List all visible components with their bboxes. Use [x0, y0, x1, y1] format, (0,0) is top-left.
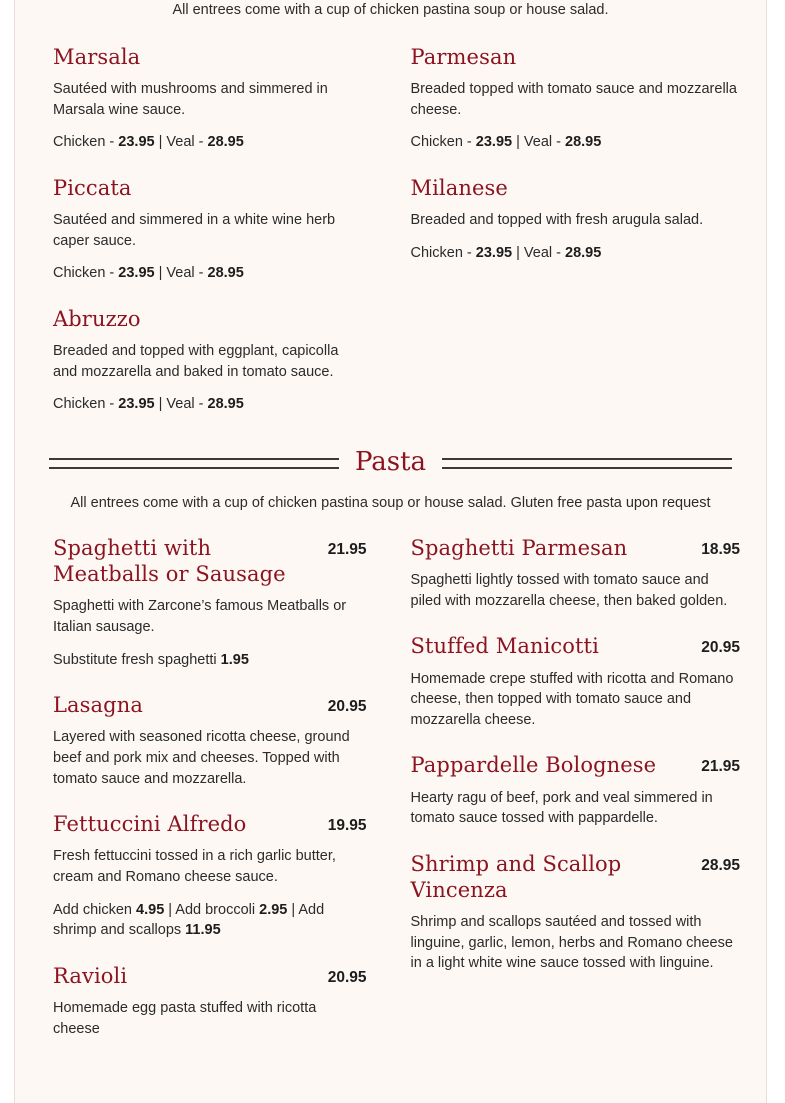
menu-item-header: [411, 633, 741, 659]
option-price-3: 11.95: [185, 922, 221, 939]
pasta-right-column: [391, 535, 749, 1061]
menu-item-price: 21.95: [701, 758, 740, 776]
menu-item-price: 20.95: [327, 698, 367, 716]
entree-note: All entrees come with a cup of chicken pastina soup or house salad.: [172, 2, 609, 18]
menu-item: [53, 692, 367, 789]
option-price: 23.95: [475, 134, 513, 151]
option-label: Chicken -: [53, 265, 119, 282]
menu-item-description: Sautéed and simmered in a white wine herb caper sauce.: [53, 212, 336, 249]
option-price-2: 28.95: [207, 134, 244, 151]
menu-item: [53, 535, 367, 670]
menu-item-description: Breaded topped with tomato sauce and mozzarella cheese.: [410, 81, 737, 118]
menu-item: [411, 44, 741, 153]
menu-item-description: Homemade egg pasta stuffed with ricotta cheese: [53, 999, 317, 1037]
option-label: Substitute fresh spaghetti: [53, 651, 221, 668]
menu-item-options: [53, 900, 367, 941]
menu-item-price: 19.95: [327, 817, 367, 835]
option-price: 4.95: [136, 901, 165, 918]
menu-item-name: Marsala: [53, 45, 141, 69]
menu-item-description: Shrimp and scallops sautéed and tossed with linguine, garlic, lemon, herbs and Romano cheese in a light white wine sauce tossed with linguine.: [410, 914, 733, 972]
menu-item-header: [411, 535, 741, 561]
option-price-2: 28.95: [565, 134, 602, 151]
option-label-3: | Add shrimp and scallops: [53, 901, 325, 939]
menu-item-description: Fresh fettuccini tossed in a rich garlic butter, cream and Romano cheese sauce.: [53, 848, 336, 885]
option-price: 23.95: [118, 134, 155, 151]
menu-item-header: [53, 811, 367, 837]
menu-item-price: 28.95: [701, 856, 740, 874]
menu-item-header: [53, 963, 367, 989]
menu-item-header: [53, 175, 367, 201]
option-label-2: | Add broccoli: [164, 901, 260, 918]
menu-item-header: [411, 851, 741, 904]
option-label-2: | Veal -: [512, 244, 566, 261]
menu-item-header: [411, 752, 741, 778]
option-price: 23.95: [118, 265, 155, 282]
menu-item: [53, 44, 367, 153]
option-label: Chicken -: [410, 134, 476, 151]
menu-item-description: Hearty ragu of beef, pork and veal simmered in tomato sauce tossed with pappardelle.: [410, 789, 713, 827]
menu-item-price: 20.95: [701, 639, 740, 657]
menu-item-price: 21.95: [327, 540, 367, 558]
menu-item: [411, 535, 741, 611]
menu-item-name: Parmesan: [410, 45, 517, 69]
divider-rule-right: [442, 458, 732, 469]
menu-item-name: Pappardelle Bolognese: [410, 753, 657, 778]
menu-item: [53, 175, 367, 284]
option-price-2: 2.95: [259, 901, 288, 918]
menu-item-name: Lasagna: [53, 693, 143, 718]
menu-item-name: Stuffed Manicotti: [410, 634, 599, 659]
section-title: Pasta: [354, 446, 427, 477]
divider-rule-left: [49, 458, 339, 469]
menu-item-header: [53, 535, 367, 588]
option-label-2: | Veal -: [154, 134, 208, 151]
menu-item-options: [53, 263, 367, 284]
menu-item-price: 18.95: [701, 540, 740, 558]
menu-item-name: Abruzzo: [53, 306, 141, 331]
menu-item-description: Spaghetti with Zarcone’s famous Meatballs or Italian sausage.: [53, 598, 347, 636]
menu-item: [53, 306, 367, 415]
menu-item: [411, 175, 741, 263]
menu-item: [411, 752, 741, 828]
menu-item-description: Spaghetti lightly tossed with tomato sauce and piled with mozzarella cheese, then baked golden.: [410, 572, 728, 609]
menu-item: [53, 963, 367, 1039]
option-label: Add chicken: [53, 901, 137, 918]
menu-item-name: Spaghetti with Meatballs or Sausage: [53, 535, 286, 587]
option-price: 1.95: [220, 651, 249, 668]
option-price: 23.95: [475, 244, 513, 261]
menu-item-description: Breaded and topped with eggplant, capicolla and mozzarella and baked in tomato sauce.: [53, 343, 339, 380]
pasta-note: All entrees come with a cup of chicken pastina soup or house salad. Gluten free pasta upon request: [70, 494, 711, 511]
menu-item-header: [411, 44, 741, 70]
option-price: 23.95: [118, 396, 155, 413]
menu-item-name: Fettuccini Alfredo: [53, 812, 247, 837]
menu-item-description: Layered with seasoned ricotta cheese, ground beef and pork mix and cheeses. Topped with tomato sauce and mozzarella.: [53, 729, 350, 787]
entrees-left-column: [33, 44, 391, 437]
pasta-left-column: [33, 535, 391, 1061]
menu-item-name: Spaghetti Parmesan: [410, 535, 628, 560]
menu-item: [411, 633, 741, 730]
option-price-2: 28.95: [207, 396, 244, 413]
pasta-section-divider: [33, 446, 748, 477]
menu-item-header: [411, 175, 741, 201]
menu-item-options: [411, 132, 741, 153]
option-label-2: | Veal -: [154, 265, 208, 282]
menu-item-options: [53, 132, 367, 153]
pasta-section: [33, 533, 748, 1061]
option-price-2: 28.95: [565, 244, 602, 261]
menu-item-name: Piccata: [53, 175, 132, 200]
menu-item-price: 20.95: [327, 968, 367, 986]
menu-item-options: [411, 243, 741, 264]
option-label: Chicken -: [410, 244, 476, 261]
entrees-right-column: [391, 44, 749, 437]
menu-item-header: [53, 306, 367, 332]
menu-item-name: Milanese: [410, 175, 508, 200]
menu-item: [53, 811, 367, 941]
menu-item-description: Sautéed with mushrooms and simmered in Marsala wine sauce.: [53, 81, 328, 118]
menu-item-description: Homemade crepe stuffed with ricotta and Romano cheese, then topped with tomato sauce and mozzarella cheese.: [410, 670, 734, 728]
menu-sheet: [14, 0, 767, 1103]
option-label-2: | Veal -: [154, 396, 208, 413]
menu-item-name: Ravioli: [53, 963, 128, 988]
menu-item-description: Breaded and topped with fresh arugula salad.: [410, 212, 704, 229]
option-label: Chicken -: [53, 134, 119, 151]
option-label-2: | Veal -: [512, 134, 566, 151]
entrees-section: [33, 18, 748, 437]
menu-item-options: [53, 394, 367, 415]
option-label: Chicken -: [53, 396, 119, 413]
menu-item-header: [53, 692, 367, 718]
menu-item: [411, 851, 741, 974]
menu-item-options: [53, 650, 367, 671]
menu-item-name: Shrimp and Scallop Vincenza: [410, 851, 622, 902]
menu-item-header: [53, 44, 367, 70]
option-price-2: 28.95: [207, 265, 244, 282]
